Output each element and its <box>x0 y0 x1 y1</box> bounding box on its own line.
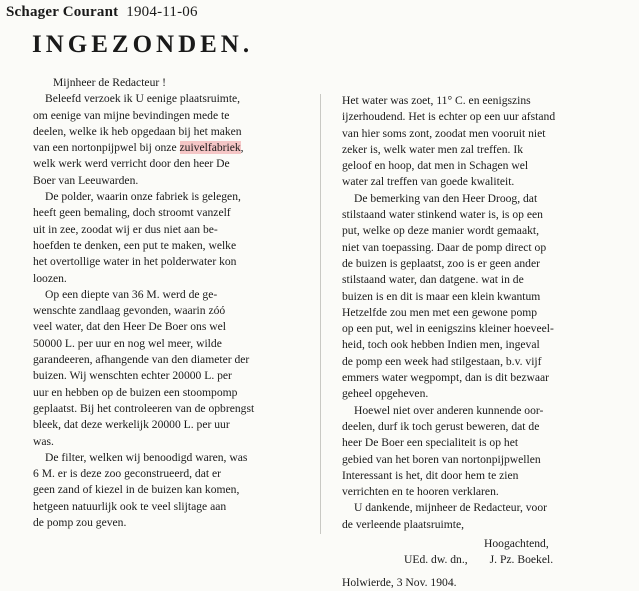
right-column-line: van hier soms zont, zoodat men vooruit niet <box>342 126 546 140</box>
paper-name: Schager Courant <box>6 4 119 20</box>
left-column-line: buizen. Wij wenschten echter 20000 L. per <box>33 369 232 383</box>
signature-name: J. Pz. Boekel. <box>489 553 554 567</box>
closing-salutation: Hoogachtend, <box>484 537 549 551</box>
right-column-line: de pomp een week had stilgestaan, b.v. vijf <box>342 354 542 368</box>
left-column-line: was. <box>33 434 54 448</box>
column-divider <box>320 94 321 534</box>
paper-date: 1904-11-06 <box>126 4 198 20</box>
left-column-line: Mijnheer de Redacteur ! <box>53 76 166 89</box>
right-column <box>342 93 614 591</box>
right-column-line: Hetzelfde zou men met een gewone pomp <box>342 305 538 319</box>
left-column-line: Beleefd verzoek ik U eenige plaatsruimte, <box>45 92 241 106</box>
right-column-line: stilstaand water, dan datgene. wat in de <box>342 273 524 287</box>
left-column-line: 50000 L. per uur en nog wel meer, wilde <box>33 336 222 350</box>
place-date: Holwierde, 3 Nov. 1904. <box>342 575 457 589</box>
right-column-line: gebied van het boren van nortonpijpwellen <box>342 452 541 466</box>
left-column-line: bleek, dat deze werkelijk 20000 L. per uur <box>33 418 230 432</box>
right-column-line: verrichten en te hooren verklaren. <box>342 485 499 499</box>
left-column <box>33 75 301 531</box>
left-column-line: garandeeren, afhangende van den diameter der <box>33 353 250 367</box>
left-column-line: het overtollige water in het polderwater kon <box>33 255 237 269</box>
right-column-line: Interessant is het, dit door hem te zien <box>342 468 519 482</box>
highlighted-term: zuivelfabriek <box>179 141 241 155</box>
right-column-line: water zal treffen van goede kwaliteit. <box>342 175 515 189</box>
left-column-line: De polder, waarin onze fabriek is gelegen, <box>45 190 241 204</box>
right-column-line: heid, toch ook hebben Indien men, ingeval <box>342 338 540 352</box>
right-column-line: Het water was zoet, 11° C. en eenigszins <box>342 94 531 107</box>
right-column-line: De bemerking van den Heer Droog, dat <box>354 191 538 205</box>
masthead <box>6 4 198 21</box>
left-column-line: 6 M. er is deze zoo geconstrueerd, dat er <box>33 467 221 481</box>
right-column-line: stilstaand water stinkend water is, is op een <box>342 208 543 222</box>
left-column-line: Boer van Leeuwarden. <box>33 173 139 187</box>
left-column-line: geplaatst. Bij het controleeren van de opbrengst <box>33 401 255 415</box>
left-column-line: Op een diepte van 36 M. werd de ge- <box>45 287 218 301</box>
signature-line <box>342 552 614 568</box>
left-column-line: loozen. <box>33 271 67 285</box>
right-column-line: op een put, wel in eenigszins kleiner hoeveel- <box>342 322 554 336</box>
right-column-line: deelen, durf ik toch gerust beweren, dat de <box>342 419 540 433</box>
signature-prefix: UEd. dw. dn., <box>404 553 468 567</box>
right-column-line: Hoewel niet over anderen kunnende oor- <box>354 403 544 417</box>
right-column-line: U dankende, mijnheer de Redacteur, voor <box>354 501 548 515</box>
right-column-line: put, welke op deze manier wordt gemaakt, <box>342 224 540 238</box>
left-column-line: De filter, welken wij benoodigd waren, was <box>45 450 248 464</box>
right-column-line: heer De Boer een specialiteit is op het <box>342 436 519 450</box>
left-column-line: uur en hebben op de buizen een stoompomp <box>33 385 238 399</box>
left-column-line: deelen, welke ik heb opgedaan bij het maken <box>33 124 242 138</box>
right-column-line: geloof en hoop, dat men in Schagen wel <box>342 159 529 173</box>
right-column-line: zeker is, welk water men zal treffen. Ik <box>342 142 524 156</box>
article-heading: INGEZONDEN. <box>32 31 254 58</box>
left-column-line: de pomp zou geven. <box>33 516 127 530</box>
right-column-line: ijzerhoudend. Het is echter op een uur afstand <box>342 110 556 124</box>
right-column-line: emmers water wegpompt, dan is dit bezwaar <box>342 371 550 385</box>
right-column-line: niet van toepassing. Daar de pomp direct op <box>342 240 547 254</box>
left-column-line: om eenige van mijne bevindingen mede te <box>33 108 230 122</box>
left-column-line: heeft geen bemaling, doch stroomt vanzelf <box>33 206 231 220</box>
left-column-line: hoefden te denken, een put te maken, welke <box>33 238 237 252</box>
left-column-line: wenschte zandlaag gevonden, waarin zóó <box>33 304 226 318</box>
left-column-line: van een nortonpijpwel bij onze zuivelfabriek, <box>33 141 244 155</box>
right-column-line: de verleende plaatsruimte, <box>342 517 465 531</box>
right-column-line: geheel opgeheven. <box>342 387 429 401</box>
right-column-line: de buizen is geplaatst, zoo is er geen ander <box>342 256 540 270</box>
right-column-line: buizen is en dit is maar een klein kwantum <box>342 289 541 303</box>
left-column-line: hetgeen natuurlijk ook te veel slijtage aan <box>33 499 227 513</box>
left-column-line: geen zand of kiezel in de buizen kan komen, <box>33 483 240 497</box>
left-column-line: veel water, dat den Heer De Boer ons wel <box>33 320 227 334</box>
left-column-line: welk werk werd verricht door den heer De <box>33 157 230 171</box>
left-column-line: uit in zee, zoodat wij er dus niet aan be- <box>33 222 218 236</box>
